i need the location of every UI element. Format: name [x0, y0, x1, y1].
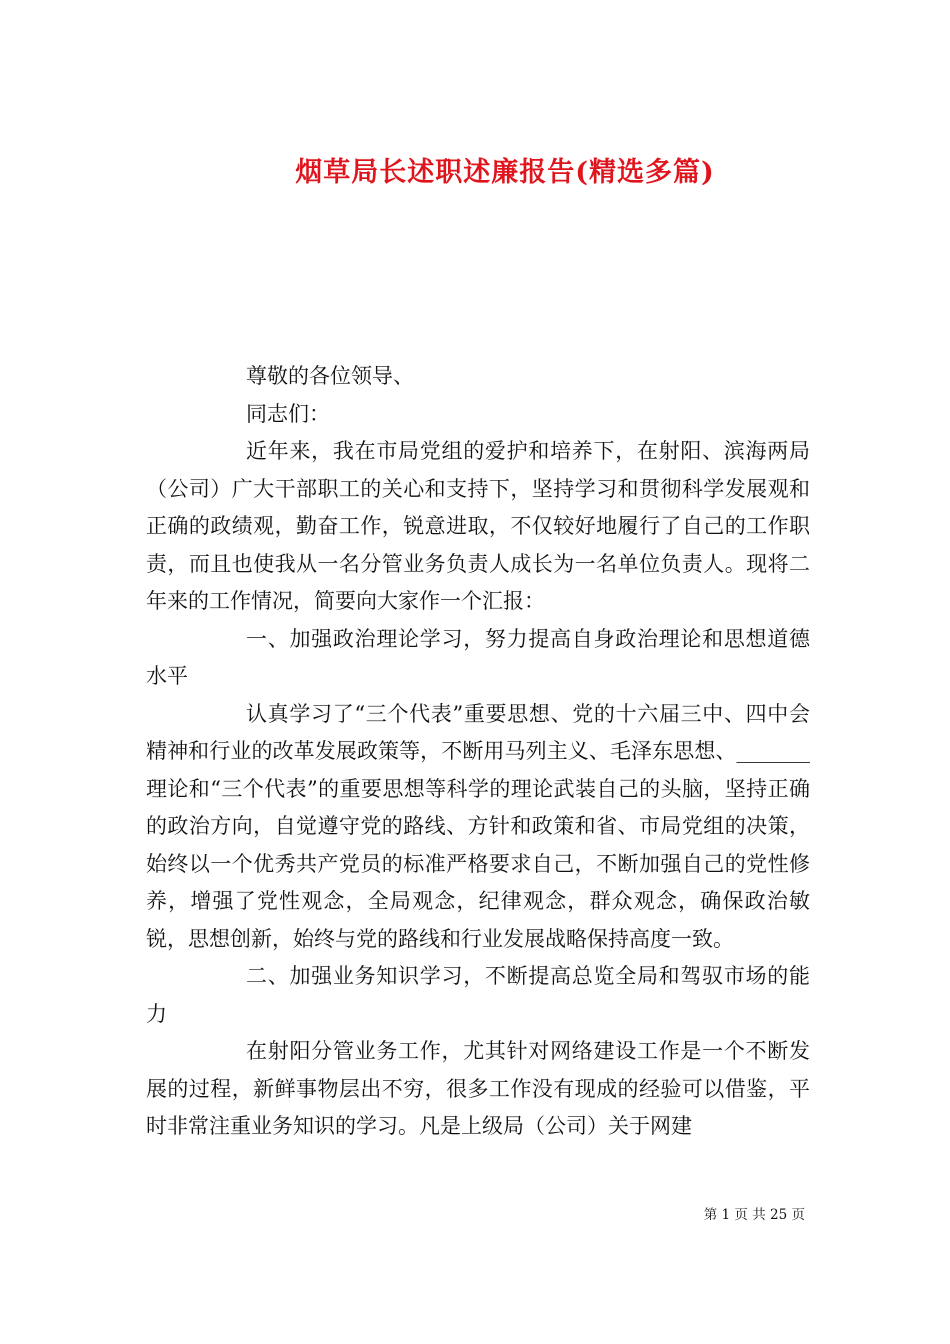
document-title: 烟草局长述职述廉报告(精选多篇) [295, 157, 715, 189]
section-heading-1: 一、加强政治理论学习，努力提高自身政治理论和思想道德水平 [146, 626, 810, 688]
section-heading-2: 二、加强业务知识学习，不断提高总览全局和驾驭市场的能力 [146, 964, 810, 1026]
document-body [146, 358, 810, 1146]
salutation-line-1: 尊敬的各位领导、 [246, 364, 414, 388]
section-1-paragraph: 认真学习了“三个代表”重要思想、党的十六届三中、四中会精神和行业的改革发展政策等，不断用马列主义、毛泽东思想、_______理论和“三个代表”的重要思想等科学的理论武装自己的头脑，坚持正确的政治方向，自觉遵守党的路线、方针和政策和省、市局党组的决策，始终以一个优秀共产党员的标准严格要求自己，不断加强自己的党性修养，增强了党性观念，全局观念，纪律观念，群众观念，确保政治敏锐，思想创新，始终与党的路线和行业发展战略保持高度一致。 [146, 701, 810, 951]
salutation-line-2: 同志们： [246, 401, 330, 426]
intro-paragraph: 近年来，我在市局党组的爱护和培养下，在射阳、滨海两局（公司）广大干部职工的关心和支持下，坚持学习和贯彻科学发展观和正确的政绩观，勤奋工作，锐意进取，不仅较好地履行了自己的工作职责，而且也使我从一名分管业务负责人成长为一名单位负责人。现将二年来的工作情况，简要向大家作一个汇报： [146, 439, 810, 613]
section-2-paragraph: 在射阳分管业务工作，尤其针对网络建设工作是一个不断发展的过程，新鲜事物层出不穷，很多工作没有现成的经验可以借鉴，平时非常注重业务知识的学习。凡是上级局（公司）关于网建 [146, 1039, 810, 1138]
page-number-footer: 第 1 页 共 25 页 [703, 1207, 805, 1223]
